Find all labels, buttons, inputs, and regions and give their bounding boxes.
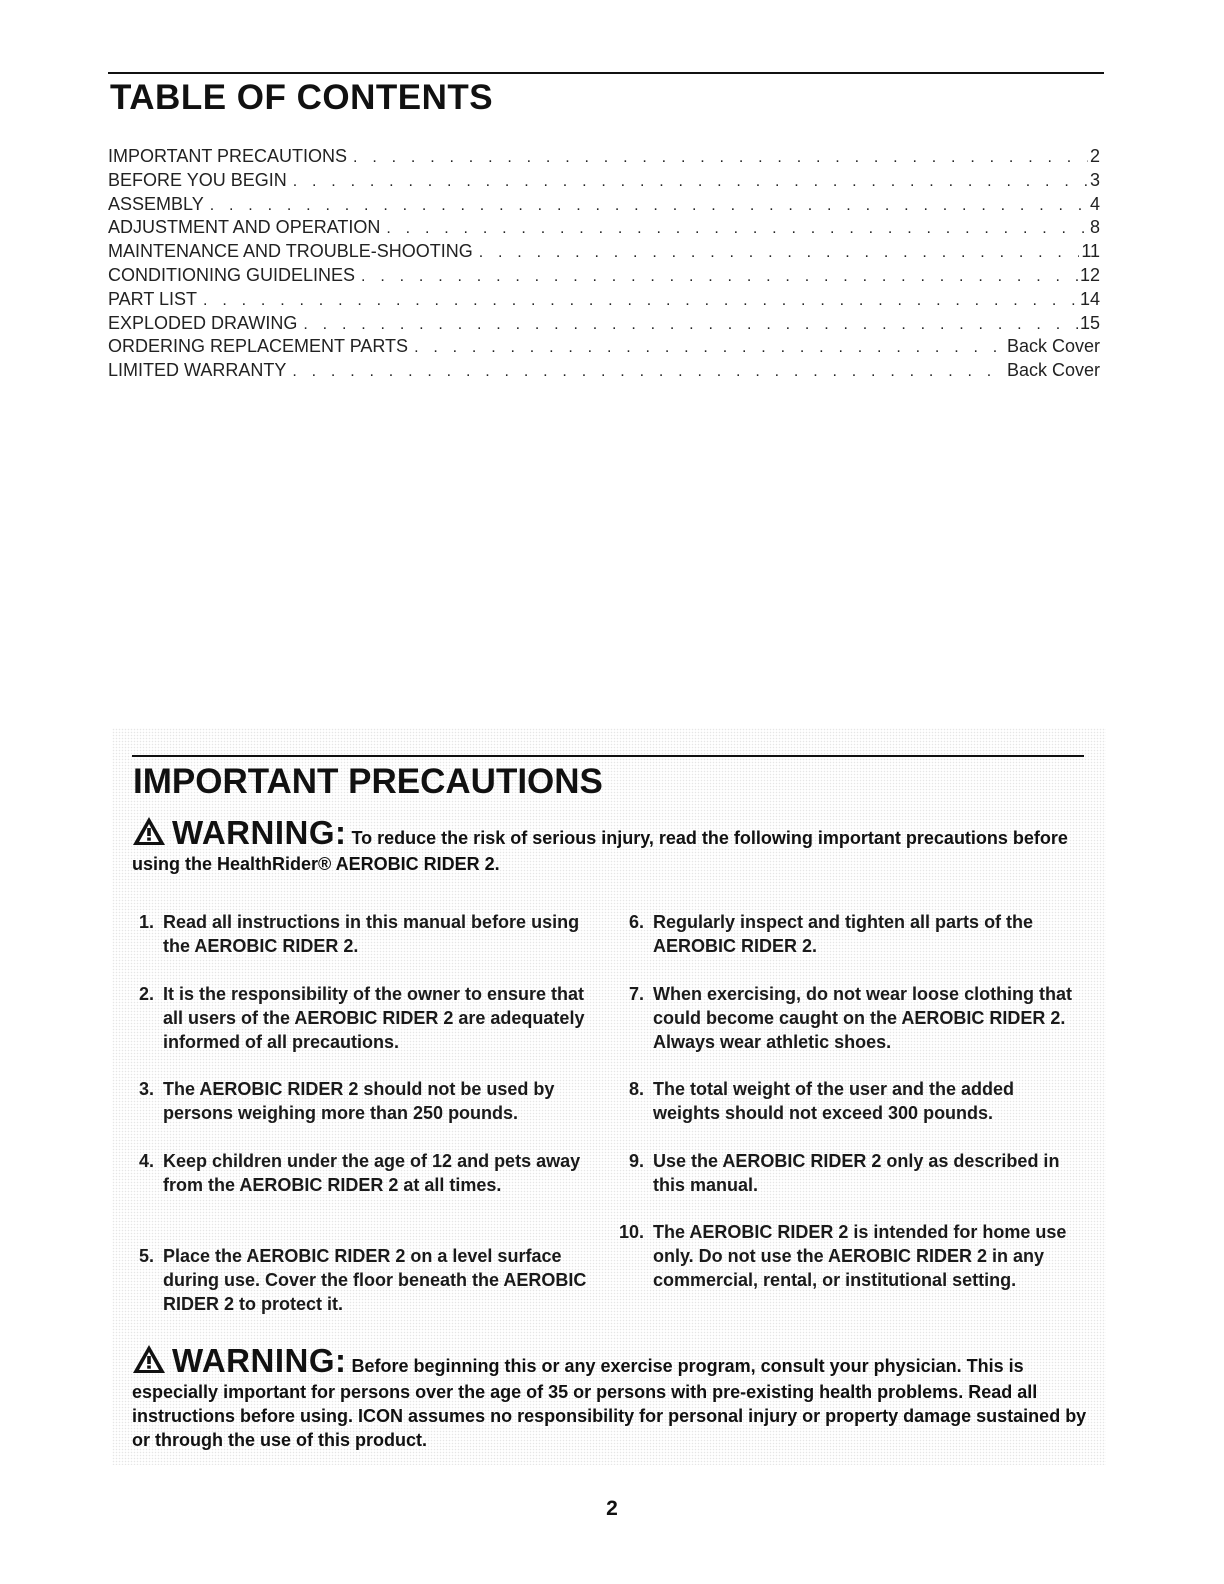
precaution-text: It is the responsibility of the owner to ensure that all users of the AEROBIC RIDER 2 are adequately informed of all precautions. xyxy=(163,984,585,1052)
precautions-title: IMPORTANT PRECAUTIONS xyxy=(133,762,603,801)
toc-leader-dots xyxy=(210,194,1088,217)
warning-triangle-icon xyxy=(132,1344,166,1380)
precaution-number: 3. xyxy=(138,1079,154,1099)
precaution-number: 8. xyxy=(628,1079,644,1099)
precaution-text: When exercising, do not wear loose clothing that could become caught on the AEROBIC RIDER 2. Always wear athletic shoes. xyxy=(653,984,1073,1052)
toc-leader-dots xyxy=(479,241,1080,264)
toc-entry-page: 3 xyxy=(1089,169,1100,190)
toc-entry-label: ORDERING REPLACEMENT PARTS xyxy=(108,336,409,357)
warning-physician-text: Before beginning this or any exercise program, consult your physician. This is especially important for persons over the age of 35 or persons with pre-existing health problems. Read all instructions before using. ICON assumes no responsibility for personal injury or property damage sustained by or through the use of this product. xyxy=(132,1356,1087,1450)
precaution-item xyxy=(126,910,596,958)
toc-list xyxy=(108,145,1100,383)
precaution-text: Keep children under the age of 12 and pets away from the AEROBIC RIDER 2 at all times. xyxy=(163,1151,581,1195)
warning-intro xyxy=(132,816,1092,876)
toc-leader-dots xyxy=(303,313,1078,336)
toc-entry[interactable] xyxy=(108,264,1100,288)
precaution-number: 1. xyxy=(138,912,154,932)
precaution-item xyxy=(126,1149,596,1197)
toc-entry-label: IMPORTANT PRECAUTIONS xyxy=(108,146,348,166)
toc-entry[interactable] xyxy=(108,145,1100,169)
toc-leader-dots xyxy=(292,360,1005,383)
page-number: 2 xyxy=(606,1497,618,1520)
toc-entry-page: 11 xyxy=(1081,241,1100,262)
toc-entry-label: BEFORE YOU BEGIN xyxy=(108,169,287,190)
toc-entry[interactable] xyxy=(108,312,1100,336)
precaution-text: Place the AEROBIC RIDER 2 on a level surface during use. Cover the floor beneath the AEROBIC RIDER 2 to protect it. xyxy=(163,1246,587,1314)
precaution-number: 7. xyxy=(628,984,644,1004)
precaution-number: 6. xyxy=(628,912,644,932)
toc-entry[interactable] xyxy=(108,216,1100,240)
precaution-item xyxy=(126,1077,596,1125)
precaution-text: Use the AEROBIC RIDER 2 only as described in this manual. xyxy=(653,1151,1060,1195)
toc-leader-dots xyxy=(203,289,1078,312)
toc-entry-page: Back Cover xyxy=(1006,360,1100,381)
toc-leader-dots xyxy=(293,170,1088,193)
toc-entry[interactable] xyxy=(108,193,1100,217)
toc-entry-label: EXPLODED DRAWING xyxy=(108,312,298,333)
toc-entry-page: 4 xyxy=(1089,193,1100,214)
toc-entry[interactable] xyxy=(108,359,1100,383)
precaution-number: 4. xyxy=(138,1151,154,1171)
toc-entry[interactable] xyxy=(108,335,1100,359)
precaution-item xyxy=(616,910,1086,958)
toc-leader-dots xyxy=(386,217,1088,240)
toc-entry-page: 15 xyxy=(1079,312,1100,333)
toc-entry[interactable] xyxy=(108,169,1100,193)
toc-entry[interactable] xyxy=(108,240,1100,264)
precaution-text: Regularly inspect and tighten all parts of the AEROBIC RIDER 2. xyxy=(653,912,1034,956)
toc-entry-label: MAINTENANCE AND TROUBLE-SHOOTING xyxy=(108,241,473,262)
warning-label: WARNING: xyxy=(172,1342,347,1379)
precaution-number: 9. xyxy=(628,1151,644,1171)
precaution-text: Read all instructions in this manual before using the AEROBIC RIDER 2. xyxy=(163,912,580,956)
toc-entry-page: 8 xyxy=(1089,217,1100,238)
toc-entry-label: ADJUSTMENT AND OPERATION xyxy=(108,217,381,238)
warning-physician xyxy=(132,1344,1092,1452)
toc-entry-label: LIMITED WARRANTY xyxy=(108,360,287,381)
toc-entry-label: PART LIST xyxy=(108,288,198,309)
toc-leader-dots xyxy=(353,146,1088,169)
toc-entry[interactable] xyxy=(108,288,1100,312)
precautions-top-rule xyxy=(132,755,1084,757)
warning-triangle-icon xyxy=(132,816,166,852)
precaution-item xyxy=(126,982,596,1054)
toc-entry-label: ASSEMBLY xyxy=(108,193,204,214)
toc-title: TABLE OF CONTENTS xyxy=(110,78,494,117)
precaution-number: 10. xyxy=(618,1222,644,1242)
toc-entry-label: CONDITIONING GUIDELINES xyxy=(108,264,356,285)
warning-intro-text: To reduce the risk of serious injury, read the following important precautions before using the HealthRider® AEROBIC RIDER 2. xyxy=(132,828,1068,874)
precaution-item xyxy=(616,982,1086,1054)
toc-entry-page: 12 xyxy=(1079,264,1100,285)
toc-leader-dots xyxy=(414,336,1005,359)
precaution-item xyxy=(616,1077,1086,1125)
toc-top-rule xyxy=(108,72,1104,74)
toc-entry-page: Back Cover xyxy=(1006,336,1100,357)
precaution-number: 2. xyxy=(138,984,154,1004)
precaution-text: The AEROBIC RIDER 2 is intended for home use only. Do not use the AEROBIC RIDER 2 in any commercial, rental, or institutional setting. xyxy=(653,1222,1067,1290)
warning-label: WARNING: xyxy=(172,814,347,851)
toc-leader-dots xyxy=(361,265,1078,288)
toc-entry-page: 2 xyxy=(1089,146,1100,166)
precaution-text: The total weight of the user and the added weights should not exceed 300 pounds. xyxy=(653,1079,1015,1123)
precaution-text: The AEROBIC RIDER 2 should not be used by persons weighing more than 250 pounds. xyxy=(163,1079,555,1123)
precaution-item xyxy=(126,1244,596,1316)
precaution-item xyxy=(616,1220,1086,1292)
precaution-number: 5. xyxy=(138,1246,154,1266)
precaution-item xyxy=(616,1149,1086,1197)
toc-entry-page: 14 xyxy=(1079,288,1100,309)
